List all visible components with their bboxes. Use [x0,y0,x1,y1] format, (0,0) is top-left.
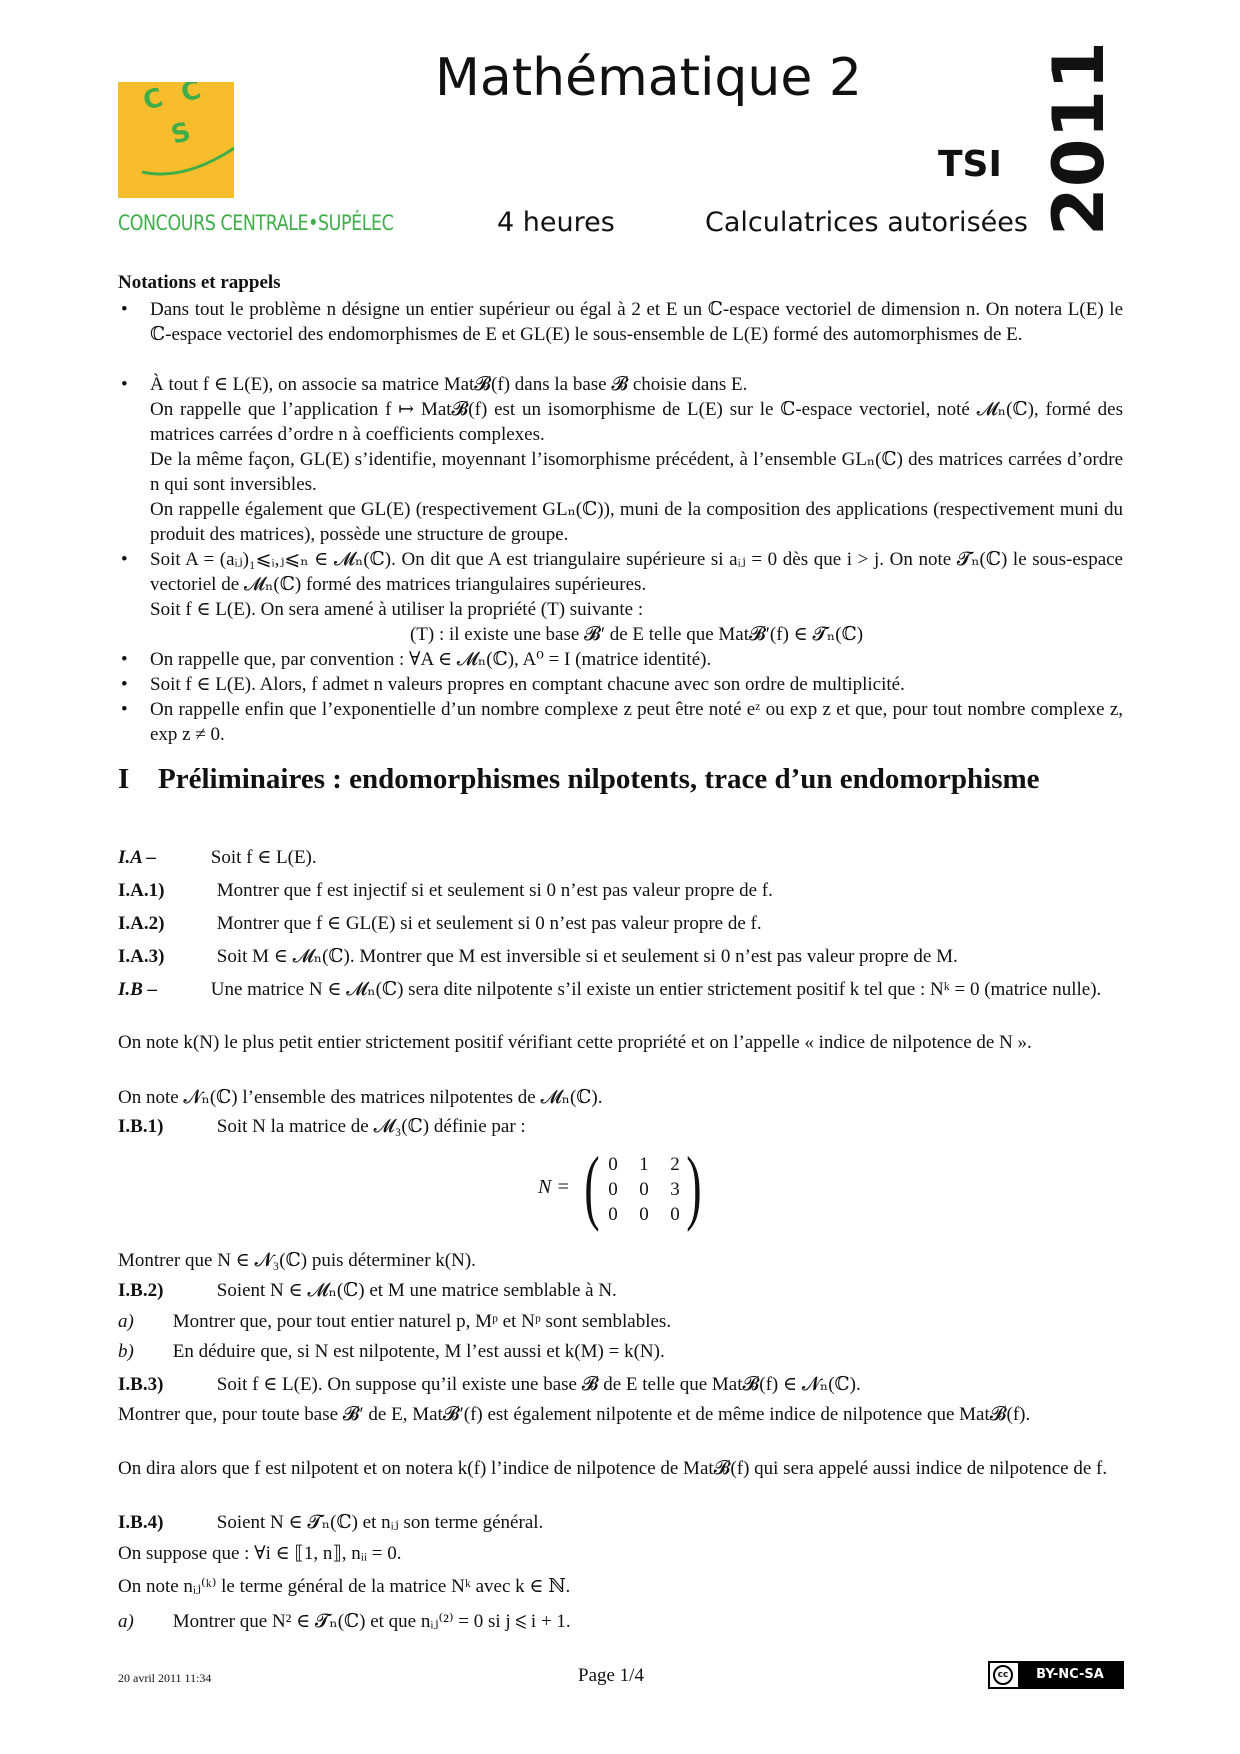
matrix-cell: 0 [639,1179,649,1200]
exam-title: Mathématique 2 [435,48,862,108]
question-label: I.B – [118,979,158,1000]
paragraph: Montrer que N ∈ 𝓝₃(ℂ) puis déterminer k(N). [118,1250,476,1271]
notation-text: On rappelle également que GL(E) (respectivement GLₙ(ℂ)), muni de la composition des applications (respectivement muni du produit des matrices), possède une structure de groupe. [150,499,1123,545]
license-text: BY-NC-SA [1018,1663,1122,1687]
matrix-cell: 3 [670,1179,680,1200]
question-text: Soient N ∈ 𝓣ₙ(ℂ) et nᵢⱼ son terme général. [216,1512,544,1533]
sub-question-text: En déduire que, si N est nilpotente, M l’est aussi et k(M) = k(N). [172,1341,665,1362]
question-label: I.A.3) [118,946,165,967]
sub-question-text: Montrer que, pour tout entier naturel p, Mᵖ et Nᵖ sont semblables. [172,1311,672,1332]
question [118,977,1123,1002]
matrix-cell: 0 [639,1204,649,1225]
notation-text: Soit f ∈ L(E). On sera amené à utiliser la propriété (T) suivante : [150,599,644,620]
notation-bullet: • On rappelle enfin que l’exponentielle d’un nombre complexe z peut être noté eᶻ ou exp z et que, pour tout nombre complexe z, exp z ≠ 0. [121,699,1123,745]
question-label: I.A.2) [118,913,165,934]
notations-title: Notations et rappels [118,272,281,293]
matrix-cell: 2 [670,1154,680,1175]
question-text: Soit f ∈ L(E). [210,847,317,868]
notation-text: À tout f ∈ L(E), on associe sa matrice Mat𝓑(f) dans la base 𝓑 choisie dans E. [150,374,748,395]
question [118,1114,1123,1139]
exam-duration: 4 heures [497,207,615,238]
svg-text:C: C [178,82,205,109]
paragraph: Montrer que, pour toute base 𝓑′ de E, Mat𝓑′(f) est également nilpotente et de même indice de nilpotence que Mat𝓑(f). [118,1404,1031,1425]
matrix-lhs: N = [538,1176,570,1198]
calculator-policy: Calculatrices autorisées [705,207,1028,238]
license-badge [988,1661,1124,1689]
question-text: Soit N la matrice de 𝓜₃(ℂ) définie par : [216,1116,526,1137]
sub-question [118,1339,1123,1364]
sub-question [118,1309,1123,1334]
notation-text: On rappelle que, par convention : ∀A ∈ 𝓜ₙ(ℂ), A⁰ = I (matrice identité). [150,649,712,670]
sub-question [118,1609,1123,1634]
matrix-right-paren: ) [686,1140,702,1233]
sub-question-label: b) [118,1341,134,1362]
matrix-N [538,1140,708,1233]
question [118,1278,1123,1303]
paragraph: On note k(N) le plus petit entier strictement positif vérifiant cette propriété et on l’appelle « indice de nilpotence de N ». [118,1032,1032,1053]
property-T: (T) : il existe une base 𝓑′ de E telle que Mat𝓑′(f) ∈ 𝓣ₙ(ℂ) [409,624,864,645]
question-label: I.A.1) [118,880,165,901]
question-label: I.B.3) [118,1374,164,1395]
paragraph: On note 𝓝ₙ(ℂ) l’ensemble des matrices nilpotentes de 𝓜ₙ(ℂ). [118,1087,603,1108]
section-title [118,760,1128,798]
paragraph: On note nᵢⱼ⁽ᵏ⁾ le terme général de la matrice Nᵏ avec k ∈ ℕ. [118,1576,571,1597]
question [118,911,1123,936]
question-text: Soit M ∈ 𝓜ₙ(ℂ). Montrer que M est inversible si et seulement si 0 n’est pas valeur propre de M. [216,946,958,967]
matrix-cell: 0 [608,1179,618,1200]
logo-caption: CONCOURS CENTRALE•SUPÉLEC [118,211,394,235]
logo [118,82,234,198]
notation-bullet: • Soit A = (aᵢⱼ)₁⩽ᵢ,ⱼ⩽ₙ ∈ 𝓜ₙ(ℂ). On dit que A est triangulaire supérieure si aᵢⱼ = 0 dès que i > j. On note 𝓣ₙ(ℂ) le sous-espace vectoriel de 𝓜ₙ(ℂ) formé des matrices triangulaires supérieures. Soit f ∈ L(E). On sera amené à utiliser la propriété (T) suivante : (T) : il existe une base 𝓑′ de E telle que Mat𝓑′(f) ∈ 𝓣ₙ(ℂ) [121,549,1123,645]
question [118,1510,1123,1535]
question [118,944,1123,969]
notation-bullet: • À tout f ∈ L(E), on associe sa matrice Mat𝓑(f) dans la base 𝓑 choisie dans E. On rappelle que l’application f ↦ Mat𝓑(f) est un isomorphisme de L(E) sur le ℂ-espace vectoriel, noté 𝓜ₙ(ℂ), formé des matrices carrées d’ordre n à coefficients complexes. De la même façon, GL(E) s’identifie, moyennant l’isomorphisme précédent, à l’ensemble GLₙ(ℂ) des matrices carrées d’ordre n qui sont inversibles. On rappelle également que GL(E) (respectivement GLₙ(ℂ)), muni de la composition des applications (respectivement muni du produit des matrices), possède une structure de groupe. [121,374,1123,545]
notation-bullet: • Dans tout le problème n désigne un entier supérieur ou égal à 2 et E un ℂ-espace vectoriel de dimension n. On notera L(E) le ℂ-espace vectoriel des endomorphismes de E et GL(E) le sous-ensemble de L(E) formé des automorphismes de E. [121,299,1123,345]
matrix-cell: 0 [670,1204,680,1225]
section-heading: Préliminaires : endomorphismes nilpotents, trace d’un endomorphisme [158,763,1040,795]
question-text: Soit f ∈ L(E). On suppose qu’il existe une base 𝓑 de E telle que Mat𝓑(f) ∈ 𝓝ₙ(ℂ). [216,1374,861,1395]
logo-mark [118,82,234,198]
question-text: Soient N ∈ 𝓜ₙ(ℂ) et M une matrice semblable à N. [216,1280,617,1301]
sub-question-label: a) [118,1311,134,1332]
notation-text: On rappelle que l’application f ↦ Mat𝓑(f) est un isomorphisme de L(E) sur le ℂ-espace vectoriel, noté 𝓜ₙ(ℂ), formé des matrices carrées d’ordre n à coefficients complexes. [150,399,1123,445]
question-label: I.B.4) [118,1512,164,1533]
footer-date: 20 avril 2011 11:34 [118,1671,212,1685]
footer-page-number: Page 1/4 [578,1665,644,1686]
svg-text:S: S [168,116,194,151]
question-text: Montrer que f est injectif si et seulement si 0 n’est pas valeur propre de f. [216,880,773,901]
notation-bullet: • On rappelle que, par convention : ∀A ∈ 𝓜ₙ(ℂ), A⁰ = I (matrice identité). [118,647,1123,672]
notation-bullet: • Soit f ∈ L(E). Alors, f admet n valeurs propres en comptant chacune avec son ordre de multiplicité. [118,672,1123,697]
question-text: Montrer que f ∈ GL(E) si et seulement si 0 n’est pas valeur propre de f. [216,913,762,934]
exam-year: 2011 [1038,41,1120,236]
sub-question-text: Montrer que N² ∈ 𝓣ₙ(ℂ) et que nᵢⱼ⁽²⁾ = 0 si j ⩽ i + 1. [172,1611,571,1632]
question-label: I.B.1) [118,1116,164,1137]
svg-text:C: C [140,82,167,117]
matrix-left-paren: ( [584,1140,600,1233]
question-label: I.B.2) [118,1280,164,1301]
matrix-cell: 1 [639,1154,649,1175]
matrix-cell: 0 [608,1204,618,1225]
sub-question-label: a) [118,1611,134,1632]
question [118,878,1123,903]
creative-commons-icon: cc [993,1665,1013,1685]
notation-text: Soit f ∈ L(E). Alors, f admet n valeurs propres en comptant chacune avec son ordre de multiplicité. [150,674,905,695]
notation-text: On rappelle enfin que l’exponentielle d’un nombre complexe z peut être noté eᶻ ou exp z et que, pour tout nombre complexe z, exp z ≠ 0. [150,699,1123,745]
question [118,1372,1123,1397]
notation-text: Soit A = (aᵢⱼ)₁⩽ᵢ,ⱼ⩽ₙ ∈ 𝓜ₙ(ℂ). On dit que A est triangulaire supérieure si aᵢⱼ = 0 dès que i > j. On note 𝓣ₙ(ℂ) le sous-espace vectoriel de 𝓜ₙ(ℂ) formé des matrices triangulaires supérieures. [150,549,1123,595]
question [118,845,1123,870]
question-label: I.A – [118,847,157,868]
paragraph: On suppose que : ∀i ∈ ⟦1, n⟧, nᵢᵢ = 0. [118,1543,402,1564]
matrix-cell: 0 [608,1154,618,1175]
section-number: I [118,763,130,795]
notation-text: Dans tout le problème n désigne un entier supérieur ou égal à 2 et E un ℂ-espace vectoriel de dimension n. On notera L(E) le ℂ-espace vectoriel des endomorphismes de E et GL(E) le sous-ensemble de L(E) formé des automorphismes de E. [150,299,1123,345]
exam-track: TSI [938,144,1002,185]
paragraph: On dira alors que f est nilpotent et on notera k(f) l’indice de nilpotence de Mat𝓑(f) qui sera appelé aussi indice de nilpotence de f. [118,1458,1108,1479]
question-text: Une matrice N ∈ 𝓜ₙ(ℂ) sera dite nilpotente s’il existe un entier strictement positif k tel que : Nᵏ = 0 (matrice nulle). [210,979,1102,1000]
notation-text: De la même façon, GL(E) s’identifie, moyennant l’isomorphisme précédent, à l’ensemble GLₙ(ℂ) des matrices carrées d’ordre n qui sont inversibles. [150,449,1123,495]
